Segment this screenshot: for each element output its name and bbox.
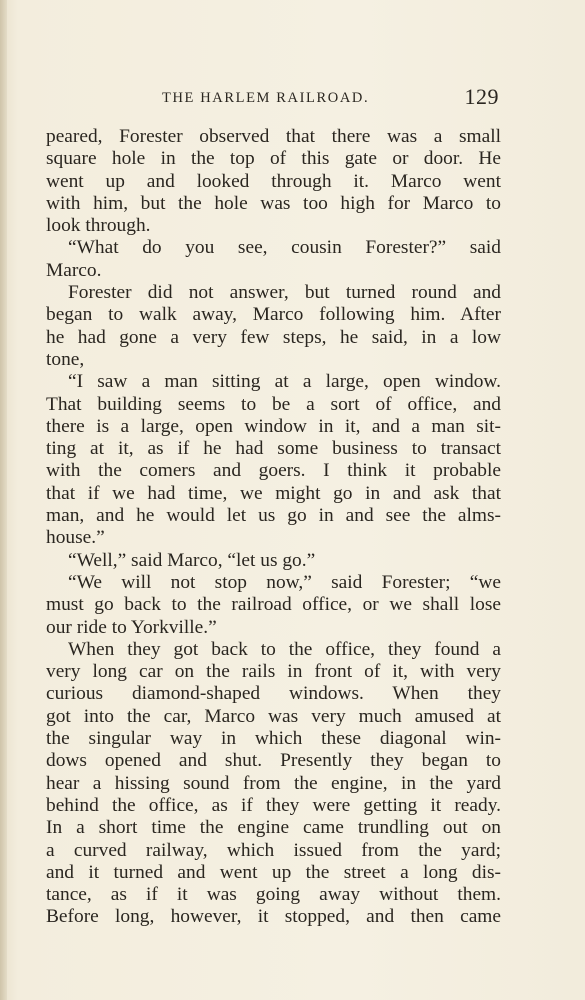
- text-line: very long car on the rails in front of it, with very: [46, 661, 501, 683]
- text-line: began to walk away, Marco following him. After: [46, 304, 501, 326]
- text-line: Marco.: [46, 259, 102, 281]
- page-spine-edge: [0, 0, 7, 1000]
- text-line: “Well,” said Marco, “let us go.”: [68, 549, 316, 571]
- text-line: got into the car, Marco was very much amused at: [46, 705, 501, 727]
- text-line: there is a large, open window in it, and a man sit-: [46, 415, 501, 437]
- text-line: peared, Forester observed that there was a small: [46, 126, 501, 147]
- text-line: man, and he would let us go in and see the alms-: [46, 505, 501, 527]
- text-line: look through.: [46, 215, 151, 237]
- text-line: a curved railway, which issued from the yard;: [46, 839, 501, 861]
- text-line: tone,: [46, 348, 85, 370]
- text-line: and it turned and went up the street a long dis-: [46, 861, 501, 883]
- text-line: “I saw a man sitting at a large, open window.: [68, 371, 501, 393]
- text-line: That building seems to be a sort of office, and: [46, 393, 501, 415]
- body-text: [46, 126, 501, 929]
- text-line: “What do you see, cousin Forester?” said: [68, 237, 501, 259]
- text-line: house.”: [46, 527, 105, 549]
- text-line: with him, but the hole was too high for Marco to: [46, 192, 501, 214]
- text-line: went up and looked through it. Marco went: [46, 170, 501, 192]
- text-line: “We will not stop now,” said Forester; “we: [68, 571, 501, 593]
- text-line: In a short time the engine came trundling out on: [46, 817, 501, 839]
- page-header: [47, 84, 502, 114]
- text-line: that if we had time, we might go in and ask that: [46, 482, 501, 504]
- text-line: must go back to the railroad office, or we shall lose: [46, 594, 501, 616]
- text-line: square hole in the top of this gate or door. He: [46, 148, 501, 170]
- running-head: THE HARLEM RAILROAD.: [162, 90, 370, 106]
- text-line: he had gone a very few steps, he said, in a low: [46, 326, 501, 348]
- text-line: our ride to Yorkville.”: [46, 616, 217, 638]
- text-line: dows opened and shut. Presently they began to: [46, 750, 501, 772]
- text-line: with the comers and goers. I think it probable: [46, 460, 501, 482]
- page-number: 129: [464, 84, 499, 109]
- text-line: When they got back to the office, they found a: [68, 638, 501, 660]
- text-line: tance, as if it was going away without them.: [46, 884, 501, 906]
- text-line: curious diamond-shaped windows. When they: [46, 683, 501, 705]
- text-line: hear a hissing sound from the engine, in the yard: [46, 772, 501, 794]
- text-line: Forester did not answer, but turned round and: [68, 282, 501, 304]
- text-line: behind the office, as if they were getting it ready.: [46, 794, 501, 816]
- text-line: ting at it, as if he had some business to transact: [46, 438, 501, 460]
- text-line: the singular way in which these diagonal win-: [46, 728, 501, 750]
- text-line: Before long, however, it stopped, and then came: [46, 906, 501, 928]
